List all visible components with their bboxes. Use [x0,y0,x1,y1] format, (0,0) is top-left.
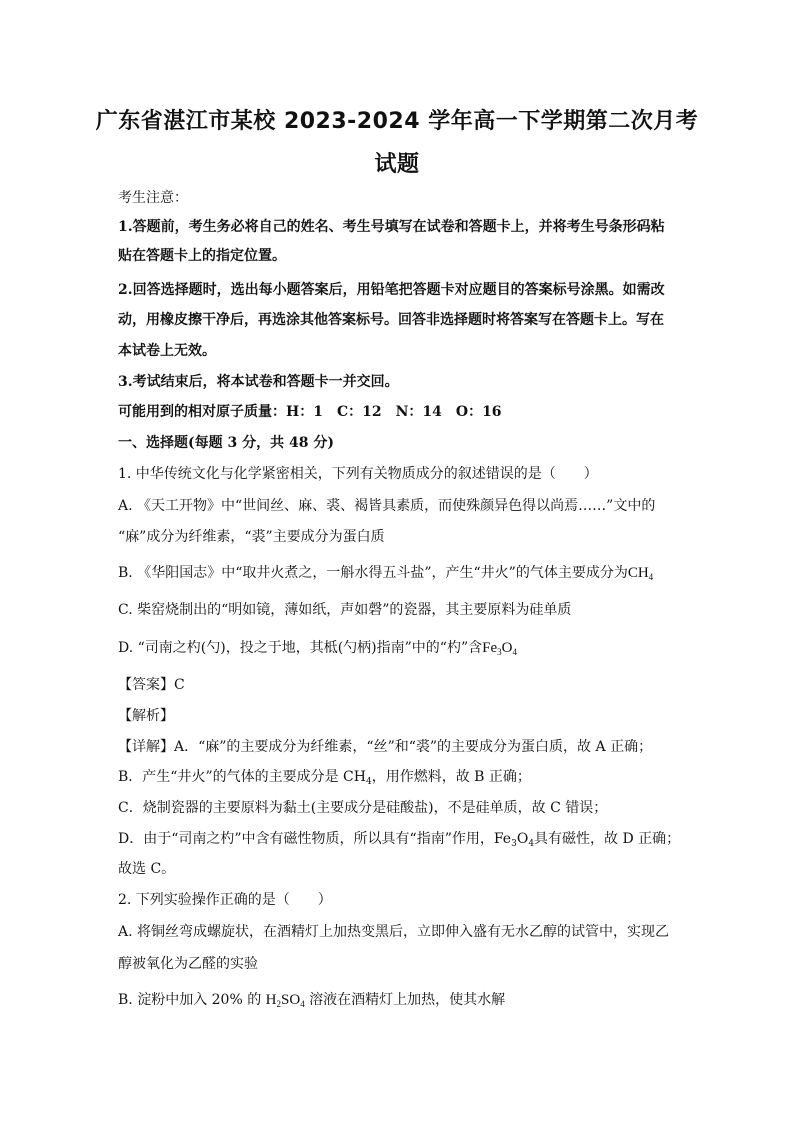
question-2-option-b: B. 淀粉中加入 20% 的 $H_2SO_4$ 溶液在酒精灯上加热，使其水解 [118,992,506,1009]
option-d-text: D. “司南之杓(勺)，投之于地，其柢(勺柄)指南”中的“杓”含 [118,640,483,656]
atomic-masses: 可能用到的相对原子质量：H：1 C：12 N：14 O：16 [118,404,502,420]
exam-title-line2: 试题 [374,152,420,177]
detail-c: C．烧制瓷器的主要原料为黏土(主要成分是硅酸盐)，不是硅单质，故 C 错误； [118,800,608,816]
option-b-text: B. 《华阳国志》中“取井火煮之，一斛水得五斗盐”，产生“井火”的气体主要成分为 [118,565,628,581]
question-2-stem: 2. 下列实验操作正确的是（ ） [118,892,332,908]
question-1-option-c: C. 柴窑烧制出的“明如镜，薄如纸，声如磬”的瓷器，其主要原料为硅单质 [118,602,572,618]
notice-item-3: 3.考试结束后，将本试卷和答题卡一并交回。 [118,374,399,390]
question-1-option-a-line2: “麻”成分为纤维素，“裘”主要成分为蛋白质 [118,529,385,545]
conclusion: 故选 C。 [118,861,176,877]
analysis-label: 【解析】 [118,708,174,724]
detail-d: D．由于“司南之杓”中含有磁性物质，所以具有“指南”作用，$Fe_3O_4$具有磁性，故 D 正确； [118,831,681,849]
notice-heading: 考生注意： [118,190,188,206]
detail-a: 【详解】A．“麻”的主要成分为纤维素，“丝”和“裘”的主要成分为蛋白质，故 A 正确； [118,739,653,755]
notice-item-2c: 本试卷上无效。 [118,343,216,359]
question-2-option-a-line1: A. 将铜丝弯成螺旋状，在酒精灯上加热变黑后，立即伸入盛有无水乙醇的试管中，实现乙 [118,924,670,940]
exam-title-line1: 广东省湛江市某校 2023-2024 学年高一下学期第二次月考 [95,109,699,134]
notice-item-2b: 动，用橡皮擦干净后，再选涂其他答案标号。回答非选择题时将答案写在答题卡上。写在 [118,312,664,328]
formula-h2so4: $H_2SO_4$ [265,992,305,1009]
question-2-option-a-line2: 醇被氧化为乙醛的实验 [118,956,258,972]
notice-item-1b: 贴在答题卡上的指定位置。 [118,248,286,264]
notice-item-2a: 2.回答选择题时，选出每小题答案后，用铅笔把答题卡对应题目的答案标号涂黑。如需改 [118,282,665,298]
question-1-option-b [118,563,678,583]
formula-ch4: $CH_4$ [627,565,654,582]
detail-b: B．产生“井火”的气体的主要成分是 $CH_4$，用作燃料，故 B 正确； [118,769,531,787]
notice-item-1a: 1.答题前，考生务必将自己的姓名、考生号填写在试卷和答题卡上，并将考生号条形码粘 [118,219,665,235]
question-1-option-a-line1: A. 《天工开物》中“世间丝、麻、裘、褐皆具素质，而使殊颜异色得以尚焉……”文中的 [118,498,656,514]
question-1-stem: 1. 中华传统文化与化学紧密相关，下列有关物质成分的叙述错误的是（ ） [118,466,598,482]
section-heading: 一、选择题(每题 3 分，共 48 分) [118,435,334,451]
formula-fe3o4: $Fe_3O_4$ [482,640,517,657]
answer-label: 【答案】C [118,677,185,693]
question-1-option-d [118,638,678,658]
